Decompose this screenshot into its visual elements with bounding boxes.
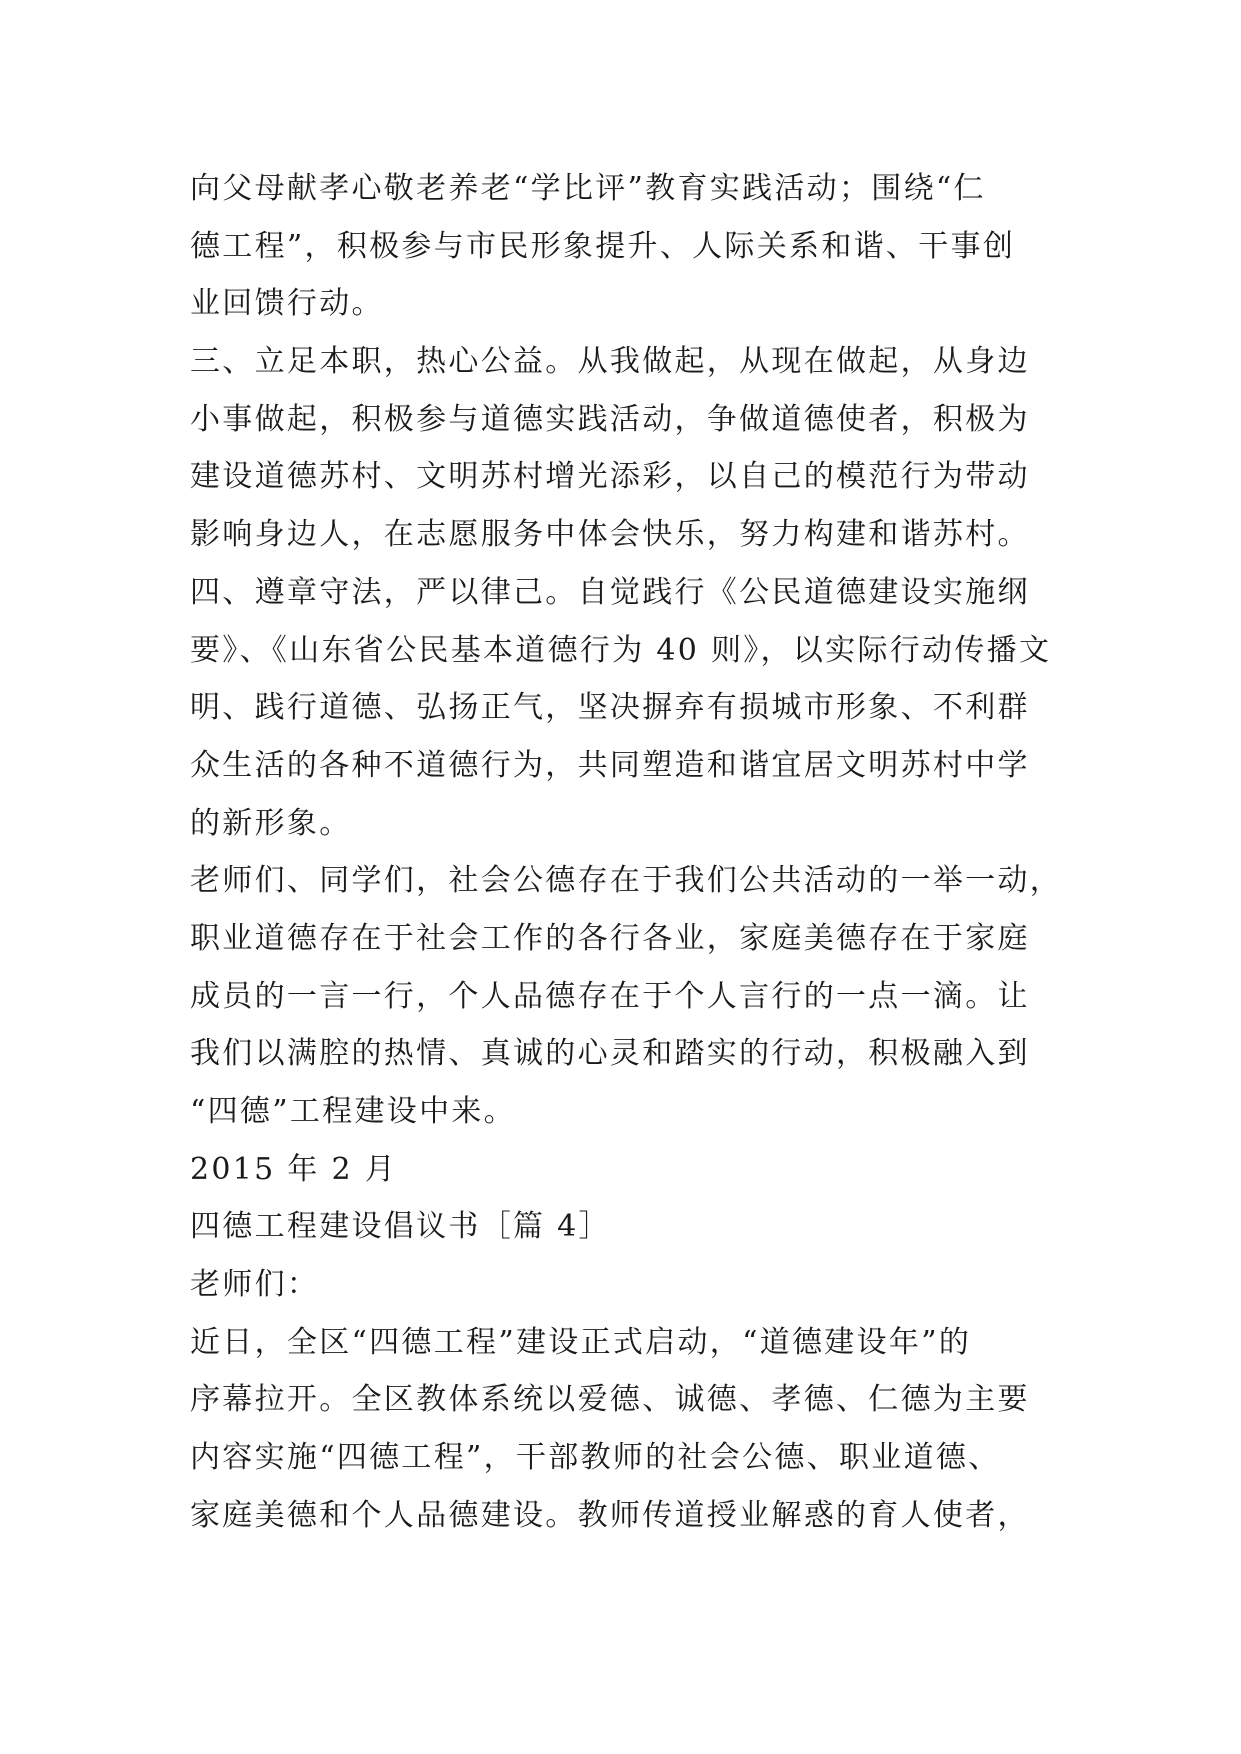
text-line: 序幕拉开。全区教体系统以爱德、诚德、孝德、仁德为主要 [190,1382,1030,1418]
text-line: 业回馈行动。 [190,286,384,322]
text-line: 建设道德苏村、文明苏村增光添彩，以自己的模范行为带动 [190,459,1030,495]
text-line: 近日，全区“四德工程”建设正式启动，“道德建设年”的 [190,1324,972,1360]
text-line: “四德”工程建设中来。 [190,1094,516,1129]
document-body [190,160,1090,1545]
text-line: 内容实施“四德工程”，干部教师的社会公德、职业道德、 [190,1440,1001,1476]
text-line: 影响身边人，在志愿服务中体会快乐，努力构建和谐苏村。 [190,517,1030,553]
text-line: 职业道德存在于社会工作的各行各业，家庭美德存在于家庭 [190,920,1030,956]
text-line: 小事做起，积极参与道德实践活动，争做道德使者，积极为 [190,401,1030,437]
text-line: 成员的一言一行，个人品德存在于个人言行的一点一滴。让 [190,978,1030,1014]
text-line: 家庭美德和个人品德建设。教师传道授业解惑的育人使者， [190,1497,1030,1533]
text-line: 我们以满腔的热情、真诚的心灵和踏实的行动，积极融入到 [190,1036,1030,1072]
text-line: 三、立足本职，热心公益。从我做起，从现在做起，从身边 [190,344,1030,380]
text-line: 德工程”，积极参与市民形象提升、人际关系和谐、干事创 [190,228,1016,264]
text-line: 向父母献孝心敬老养老“学比评”教育实践活动；围绕“仁 [190,171,986,206]
text-line: 四、遵章守法，严以律己。自觉践行《公民道德建设实施纲 [190,574,1030,610]
text-line: 老师们、同学们，社会公德存在于我们公共活动的一举一动， [190,863,1063,899]
text-line: 明、践行道德、弘扬正气，坚决摒弃有损城市形象、不利群 [190,690,1030,726]
date-line: 2015 年 2 月 [190,1151,398,1187]
salutation: 老师们： [190,1267,320,1303]
text-line: 众生活的各种不道德行为，共同塑造和谐宜居文明苏村中学 [190,747,1030,783]
text-line: 要》、《山东省公民基本道德行为 40 则》，以实际行动传播文 [190,632,1052,668]
section-title: 四德工程建设倡议书［篇 4］ [190,1209,611,1245]
text-line: 的新形象。 [190,805,352,841]
